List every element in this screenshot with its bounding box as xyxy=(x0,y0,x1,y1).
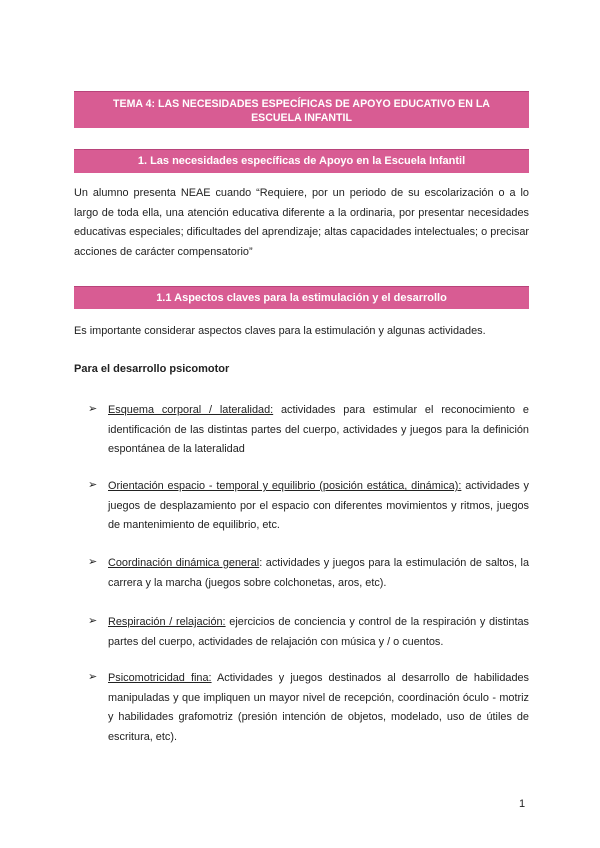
item-term: Esquema corporal / lateralidad: xyxy=(108,404,274,416)
item-text: : actividades y juegos para la estimulación de saltos, la carrera y la marcha (juegos sobre colchonetas, aros, etc). xyxy=(108,557,530,589)
list-item xyxy=(88,613,529,652)
arrow-bullet-icon: ➢ xyxy=(88,615,98,627)
arrow-bullet-icon: ➢ xyxy=(88,403,98,415)
page-number: 1 xyxy=(519,798,526,810)
arrow-bullet-icon: ➢ xyxy=(88,556,98,568)
item-text: actividades y juegos de desplazamiento por el espacio con diferentes movimientos y ritmos, juegos de mantenimiento de equilibrio, etc. xyxy=(108,480,529,531)
document-title-line-1: TEMA 4: LAS NECESIDADES ESPECÍFICAS DE APOYO EDUCATIVO EN LA xyxy=(113,98,490,110)
list-item xyxy=(88,477,529,536)
item-term: Coordinación dinámica general xyxy=(108,557,260,569)
claves-paragraph: Es importante considerar aspectos claves para la estimulación y algunas actividades. xyxy=(74,325,486,337)
item-text: actividades para estimular el reconocimiento e identificación de las distintas partes del cuerpo, actividades y juegos para la definición espontánea de la lateralidad xyxy=(108,404,529,455)
item-text: ejercicios de conciencia y control de la respiración y distintas partes del cuerpo, actividades de relajación con música y / o cuentos. xyxy=(108,616,529,648)
section-heading-1: 1. Las necesidades específicas de Apoyo en la Escuela Infantil xyxy=(74,149,529,173)
list-item xyxy=(88,401,529,460)
item-text: Actividades y juegos destinados al desarrollo de habilidades manipuladas y que impliquen un mayor nivel de recepción, coordinación óculo - motriz y habilidades grafomotriz (presión intención de objetos, modelado, uso de útiles de escritura, etc). xyxy=(108,672,530,743)
list-item xyxy=(88,669,529,747)
item-term: Orientación espacio - temporal y equilibrio (posición estática, dinámica): xyxy=(108,480,462,492)
arrow-bullet-icon: ➢ xyxy=(88,671,98,683)
item-term: Respiración / relajación: xyxy=(108,616,226,628)
list-item xyxy=(88,554,529,593)
document-title-line-2: ESCUELA INFANTIL xyxy=(251,112,352,124)
psicomotor-subheading: Para el desarrollo psicomotor xyxy=(74,363,230,375)
section-heading-1-1: 1.1 Aspectos claves para la estimulación y el desarrollo xyxy=(74,286,529,309)
document-title xyxy=(74,91,529,128)
arrow-bullet-icon: ➢ xyxy=(88,479,98,491)
intro-paragraph: Un alumno presenta NEAE cuando “Requiere, por un periodo de su escolarización o a lo largo de toda ella, una atención educativa diferente a la ordinaria, por presentar necesidades educativas especiales; dificultades del aprendizaje; altas capacidades intelectuales; o precisar acciones de carácter compensatorio” xyxy=(74,187,529,258)
item-term: Psicomotricidad fina: xyxy=(108,672,212,684)
